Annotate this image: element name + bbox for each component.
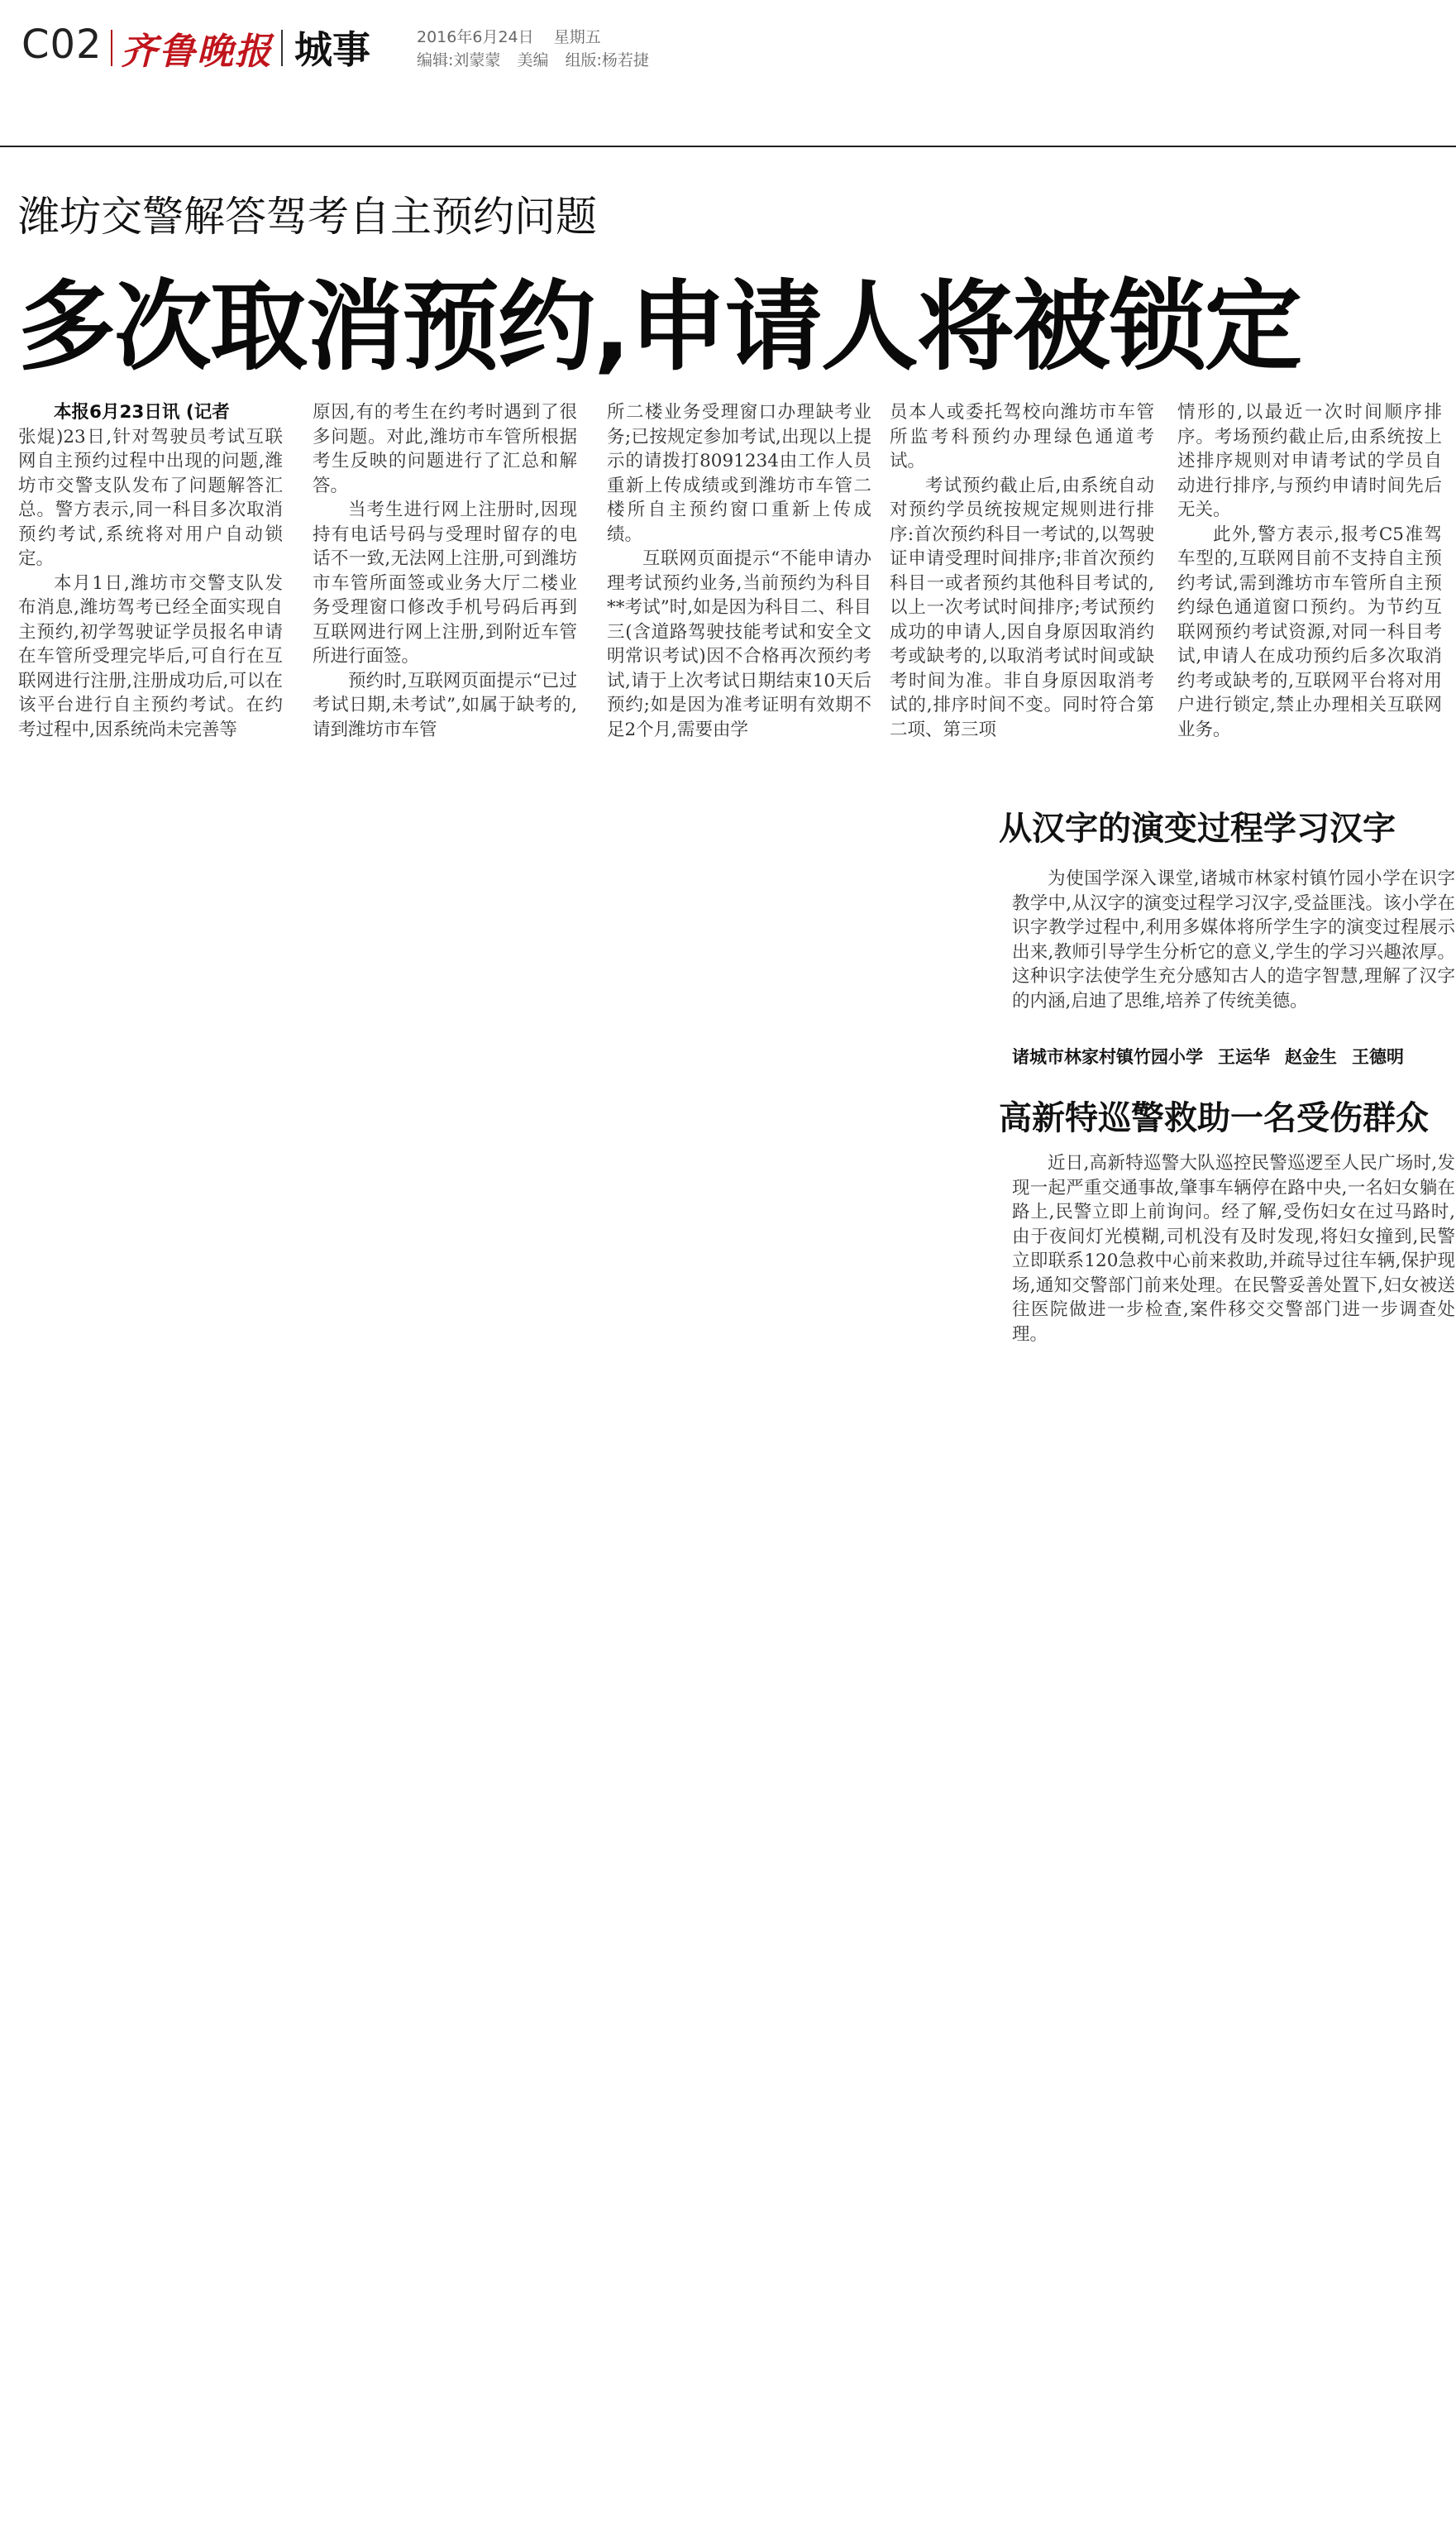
article-paragraph: 员本人或委托驾校向潍坊市车管所监考科预约办理绿色通道考试。 — [890, 402, 1154, 471]
story3-headline: 高新特巡警救助一名受伤群众 — [999, 1099, 1429, 1137]
story3-paragraph: 近日,高新特巡警大队巡控民警巡逻至人民广场时,发现一起严重交通事故,肇事车辆停在路中央,一名妇女躺在路上,民警立即上前询问。经了解,受伤妇女在过马路时,由于夜间灯光模糊,司机没有及时发现,将妇女撞到,民警立即联系120急救中心前来救助,并疏导过往车辆,保护现场,通知交警部门前来处理。在民警妥善处置下,妇女被送往医院做进一步检查,案件移交交警部门进一步调查处理。 — [1012, 1153, 1455, 1345]
article-paragraph: 原因,有的考生在约考时遇到了很多问题。对此,潍坊市车管所根据考生反映的问题进行了汇总和解答。 — [313, 402, 577, 496]
main-story-subtitle: 潍坊交警解答驾考自主预约问题 — [18, 193, 597, 241]
editor-credits — [417, 48, 661, 70]
article-paragraph: 此外,警方表示,报考C5准驾车型的,互联网目前不支持自主预约考试,需到潍坊市车管所自主预约绿色通道窗口预约。为节约互联网预约考试资源,对同一科目考试,申请人在成功预约后多次取消约考或缺考的,互联网平台将对用户进行锁定,禁止办理相关互联网业务。 — [1177, 524, 1442, 740]
main-story-headline: 多次取消预约,申请人将被锁定 — [18, 270, 1301, 384]
text-column — [890, 400, 1154, 742]
dateline: 本报6月23日讯 (记者 — [54, 402, 230, 423]
weekday: 星期五 — [553, 28, 601, 46]
masthead-divider — [281, 30, 283, 66]
paper-logo: 齐鲁晚报 — [121, 31, 273, 73]
article-paragraph: 情形的,以最近一次时间顺序排序。考场预约截止后,由系统按上述排序规则对申请考试的学员自动进行排序,与预约申请时间先后无关。 — [1177, 402, 1442, 520]
credit-org: 诸城市林家村镇竹园小学 — [1012, 1047, 1203, 1067]
credit-name: 赵金生 — [1285, 1047, 1337, 1067]
text-column — [607, 400, 871, 742]
text-column — [1177, 400, 1442, 742]
section-title: 城事 — [294, 27, 370, 72]
story2-credit — [1012, 1044, 1455, 1069]
article-paragraph: 互联网页面提示“不能申请办理考试预约业务,当前预约为科目**考试”时,如是因为科目二、科目三(含道路驾驶技能考试和安全文明常识考试)因不合格再次预约考试,请于上次考试日期结束10天后预约;如是因为准考证明有效期不足2个月,需要由学 — [607, 548, 871, 740]
masthead — [21, 18, 1444, 76]
article-paragraph: 所二楼业务受理窗口办理缺考业务;已按规定参加考试,出现以上提示的请拨打8091234由工作人员重新上传成绩或到潍坊市车管二楼所自主预约窗口重新上传成绩。 — [607, 402, 871, 545]
layout-editor: 组版:杨若捷 — [565, 51, 649, 69]
masthead-divider — [111, 30, 112, 66]
article-paragraph: 预约时,互联网页面提示“已过考试日期,未考试”,如属于缺考的,请到潍坊市车管 — [313, 670, 577, 740]
editor: 编辑:刘蒙蒙 — [417, 51, 501, 69]
article-paragraph: 本月1日,潍坊市交警支队发布消息,潍坊驾考已经全面实现自主预约,初学驾驶证学员报名申请在车管所受理完毕后,可自行在互联网进行注册,注册成功后,可以在该平台进行自主预约考试。在约考过程中,因系统尚未完善等 — [18, 572, 283, 740]
article-paragraph: 考试预约截止后,由系统自动对预约学员统按规定规则进行排序:首次预约科目一考试的,以驾驶证申请受理时间排序;非首次预约科目一或者预约其他科目考试的,以上一次考试时间排序;考试预约成功的申请人,因自身原因取消约考或缺考的,以取消考试时间或缺考时间为准。非自身原因取消考试的,排序时间不变。同时符合第二项、第三项 — [890, 475, 1154, 740]
credit-name: 王运华 — [1218, 1047, 1270, 1067]
article-paragraph: 当考生进行网上注册时,因现持有电话号码与受理时留存的电话不一致,无法网上注册,可到潍坊市车管所面签或业务大厅二楼业务受理窗口修改手机号码后再到互联网进行网上注册,到附近车管所进行面签。 — [313, 500, 577, 667]
story2-body — [1012, 867, 1455, 1013]
text-column — [18, 400, 283, 742]
page-number: C02 — [21, 22, 103, 68]
article-paragraph: 张焜)23日,针对驾驶员考试互联网自主预约过程中出现的问题,潍坊市交警支队发布了问题解答汇总。警方表示,同一科目多次取消预约考试,系统将对用户自动锁定。 — [18, 426, 283, 569]
header-rule — [0, 146, 1456, 147]
date: 2016年6月24日 — [417, 28, 534, 46]
text-column — [313, 400, 577, 742]
credit-name: 王德明 — [1352, 1047, 1404, 1067]
art-editor: 美编 — [517, 51, 549, 69]
issue-date — [417, 25, 601, 47]
story3-body — [1012, 1151, 1455, 1346]
story2-paragraph: 为使国学深入课堂,诸城市林家村镇竹园小学在识字教学中,从汉字的演变过程学习汉字,受益匪浅。该小学在识字教学过程中,利用多媒体将所学生字的演变过程展示出来,教师引导学生分析它的意义,学生的学习兴趣浓厚。这种识字法使学生充分感知古人的造字智慧,理解了汉字的内涵,启迪了思维,培养了传统美德。 — [1012, 868, 1455, 1012]
story2-headline: 从汉字的演变过程学习汉字 — [999, 810, 1396, 848]
